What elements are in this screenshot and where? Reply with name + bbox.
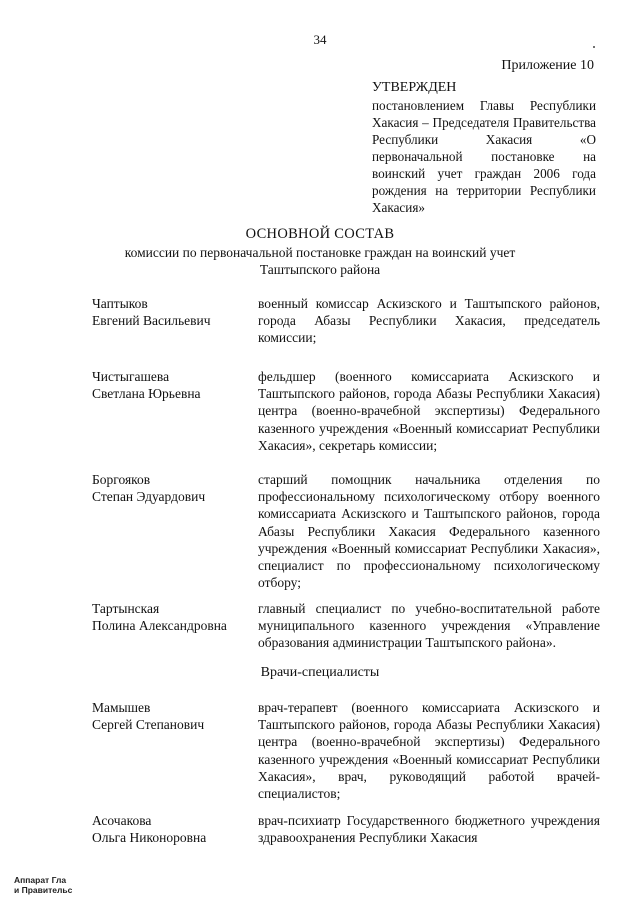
member-name: Боргояков Степан Эдуардович bbox=[92, 472, 206, 504]
document-title: ОСНОВНОЙ СОСТАВ bbox=[245, 226, 395, 242]
member-name: Чистыгашева Светлана Юрьевна bbox=[92, 369, 201, 401]
member-role: старший помощник начальника отделения по профессиональному психологическому отбору военного комиссариата Аскизского и Таштыпского районов, города Абазы Республики Хакасия Федерального казенного учреждения «Военный комиссариат Республики Хакасия», специалист по профессиональному психологическому отбору; bbox=[258, 472, 600, 591]
document-subtitle: комиссии по первоначальной постановке граждан на воинский учет Таштыпского района bbox=[124, 245, 516, 277]
doctor-name: Мамышев Сергей Степанович bbox=[92, 700, 205, 732]
doctor-name: Асочакова Ольга Никоноровна bbox=[92, 813, 207, 845]
appendix-label: Приложение 10 bbox=[501, 58, 594, 73]
doctor-role: врач-психиатр Государственного бюджетного учреждения здравоохранения Республики Хакасия bbox=[258, 813, 600, 846]
approval-text: постановлением Главы Республики Хакасия – Председателя Правительства Республики Хакасия «О первоначальной постановке на воинский учет граждан 2006 года рождения на территории Республики Хакасия» bbox=[372, 98, 596, 215]
member-role: главный специалист по учебно-воспитательной работе муниципального казенного учреждения «Управление образования администрации Таштыпского района». bbox=[258, 601, 600, 651]
page-number: 34 bbox=[313, 32, 327, 47]
member-name: Чаптыков Евгений Васильевич bbox=[92, 296, 211, 328]
member-role: военный комиссар Аскизского и Таштыпского районов, города Абазы Республики Хакасия, председатель комиссии; bbox=[258, 296, 600, 346]
approval-block bbox=[372, 79, 596, 216]
stamp-line: Аппарат Гла bbox=[14, 875, 67, 885]
scan-speck bbox=[593, 46, 595, 48]
section-heading: Врачи-специалисты bbox=[260, 665, 380, 680]
approval-heading: УТВЕРЖДЕН bbox=[372, 80, 457, 95]
watermark-stamp bbox=[14, 875, 72, 895]
member-name: Тартынская Полина Александровна bbox=[92, 601, 227, 633]
doctor-role: врач-терапевт (военного комиссариата Аскизского и Таштыпского районов, города Абазы Республики Хакасия) центра (военно-врачебной экспертизы) Федерального казенного учреждения «Военный комиссариат Республики Хакасия», врач, руководящий работой врачей-специалистов; bbox=[258, 700, 600, 802]
member-role: фельдшер (военного комиссариата Аскизского и Таштыпского районов, города Абазы Республики Хакасия) центра (военно-врачебной экспертизы) Федерального казенного учреждения «Военный комиссариат Республики Хакасия», секретарь комиссии; bbox=[258, 369, 600, 453]
stamp-line: и Правительс bbox=[14, 885, 73, 895]
